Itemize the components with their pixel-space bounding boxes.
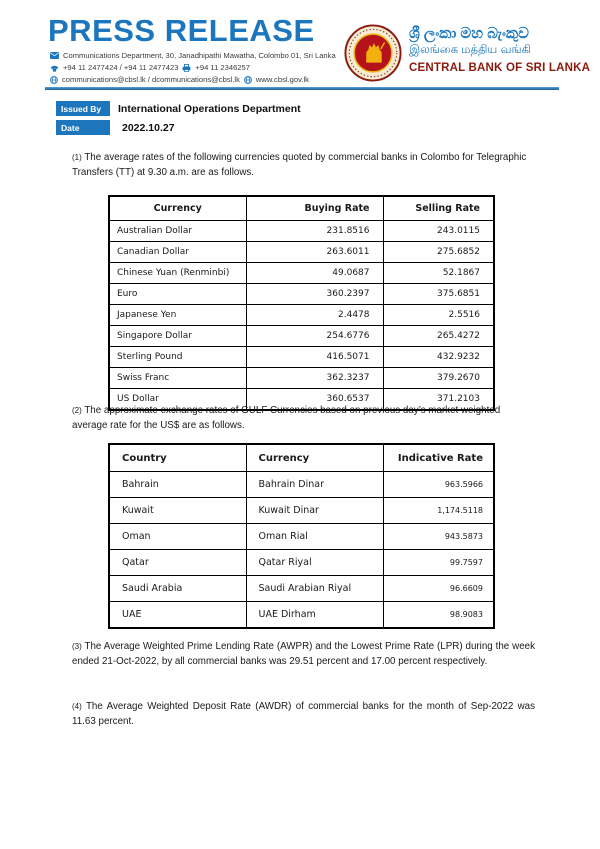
table-cell: 275.6852: [383, 242, 494, 263]
paragraph-1-text: The average rates of the following currencies quoted by commercial banks in Colombo for Telegraphic Transfers (TT) at 9.30 a.m. are as follows.: [72, 152, 527, 178]
table-cell: 99.7597: [383, 550, 494, 576]
gulf-rates-header: [109, 444, 494, 472]
table-row: [109, 221, 494, 242]
table-cell: 96.6609: [383, 576, 494, 602]
phone-icon: [50, 64, 59, 72]
table-cell: Sterling Pound: [109, 347, 246, 368]
date-badge: Date: [56, 120, 110, 135]
gulf-rates-table: [108, 443, 495, 629]
table-cell: 263.6011: [246, 242, 383, 263]
gulf-rates-header-row: [109, 444, 494, 472]
table-cell: Australian Dollar: [109, 221, 246, 242]
table-cell: 371.2103: [383, 389, 494, 411]
table-cell: 432.9232: [383, 347, 494, 368]
contact-phone-row: [50, 63, 336, 72]
column-header: Selling Rate: [383, 196, 494, 221]
table-cell: US Dollar: [109, 389, 246, 411]
table-cell: 254.6776: [246, 326, 383, 347]
contact-web-row: [50, 75, 336, 84]
paragraph-4: [72, 700, 535, 729]
table-cell: UAE: [109, 602, 246, 629]
table-row: [109, 242, 494, 263]
table-row: [109, 472, 494, 498]
table-cell: 416.5071: [246, 347, 383, 368]
tt-rates-header-row: [109, 196, 494, 221]
table-cell: 362.3237: [246, 368, 383, 389]
cbsl-seal-logo: [344, 24, 402, 82]
contact-block: [50, 51, 336, 87]
paragraph-1: [72, 151, 531, 180]
contact-website: www.cbsl.gov.lk: [255, 75, 309, 84]
tt-rates-table: [108, 195, 495, 411]
table-cell: 49.0687: [246, 263, 383, 284]
paragraph-2: [72, 404, 531, 433]
column-header: Indicative Rate: [383, 444, 494, 472]
paragraph-4-number: (4): [72, 702, 82, 711]
table-cell: Kuwait Dinar: [246, 498, 383, 524]
table-cell: Kuwait: [109, 498, 246, 524]
table-cell: Bahrain Dinar: [246, 472, 383, 498]
table-cell: 2.5516: [383, 305, 494, 326]
contact-address: Communications Department, 30, Janadhipathi Mawatha, Colombo 01, Sri Lanka: [63, 51, 336, 60]
bank-name-sinhala: ශ්‍රී ලංකා මහ බැංකුව: [409, 25, 529, 42]
bank-name-block: [409, 26, 590, 74]
table-cell: 231.8516: [246, 221, 383, 242]
table-row: [109, 498, 494, 524]
table-cell: Oman: [109, 524, 246, 550]
page-title: PRESS RELEASE: [48, 13, 315, 48]
issued-by-value: International Operations Department: [118, 103, 301, 115]
table-cell: Canadian Dollar: [109, 242, 246, 263]
table-cell: 379.2670: [383, 368, 494, 389]
table-cell: Chinese Yuan (Renminbi): [109, 263, 246, 284]
table-row: [109, 284, 494, 305]
table-cell: 360.2397: [246, 284, 383, 305]
paragraph-3-number: (3): [72, 642, 82, 651]
table-cell: 963.5966: [383, 472, 494, 498]
header-divider: [45, 87, 559, 90]
table-cell: Oman Rial: [246, 524, 383, 550]
contact-phones: +94 11 2477424 / +94 11 2477423: [63, 63, 179, 72]
table-cell: 375.6851: [383, 284, 494, 305]
table-cell: Japanese Yen: [109, 305, 246, 326]
fax-icon: [182, 64, 191, 72]
paragraph-1-number: (1): [72, 153, 82, 162]
bank-name-english: CENTRAL BANK OF SRI LANKA: [409, 61, 591, 74]
contact-address-row: [50, 51, 336, 60]
tt-rates-header: [109, 196, 494, 221]
paragraph-2-number: (2): [72, 406, 82, 415]
table-row: [109, 368, 494, 389]
table-row: [109, 305, 494, 326]
globe-icon: [244, 76, 252, 84]
table-cell: Saudi Arabian Riyal: [246, 576, 383, 602]
table-cell: Swiss Franc: [109, 368, 246, 389]
table-cell: 2.4478: [246, 305, 383, 326]
table-row: [109, 263, 494, 284]
table-cell: Euro: [109, 284, 246, 305]
paragraph-3: [72, 640, 535, 669]
paragraph-2-text: The approximate exchange rates of GULF Currencies based on previous day’s market weighted average rate for the US$ are as follows.: [72, 405, 501, 431]
paragraph-4-text: The Average Weighted Deposit Rate (AWDR) of commercial banks for the month of Sep-2022 was 11.63 percent.: [72, 701, 536, 727]
tt-rates-body: [109, 221, 494, 411]
table-cell: 943.5873: [383, 524, 494, 550]
table-row: [109, 347, 494, 368]
table-cell: 98.9083: [383, 602, 494, 629]
table-row: [109, 550, 494, 576]
table-row: [109, 602, 494, 629]
bank-name-tamil: இலங்கை மத்திய வங்கி: [409, 44, 531, 56]
table-cell: Qatar Riyal: [246, 550, 383, 576]
table-row: [109, 524, 494, 550]
table-cell: Singapore Dollar: [109, 326, 246, 347]
gulf-rates-body: [109, 472, 494, 629]
table-cell: UAE Dirham: [246, 602, 383, 629]
table-cell: 1,174.5118: [383, 498, 494, 524]
table-cell: 360.6537: [246, 389, 383, 411]
globe-icon: [50, 76, 58, 84]
table-row: [109, 576, 494, 602]
column-header: Buying Rate: [246, 196, 383, 221]
envelope-icon: [50, 52, 59, 59]
table-cell: 243.0115: [383, 221, 494, 242]
contact-emails: communications@cbsl.lk / dcommunications@cbsl.lk: [62, 75, 240, 84]
table-cell: 265.4272: [383, 326, 494, 347]
table-cell: 52.1867: [383, 263, 494, 284]
paragraph-3-text: The Average Weighted Prime Lending Rate (AWPR) and the Lowest Prime Rate (LPR) during the week ended 21-Oct-2022, by all commercial banks was 29.51 percent and 17.00 percent respectively.: [72, 641, 535, 667]
contact-fax: +94 11 2346257: [195, 63, 250, 72]
column-header: Country: [109, 444, 246, 472]
column-header: Currency: [246, 444, 383, 472]
table-cell: Qatar: [109, 550, 246, 576]
table-row: [109, 326, 494, 347]
table-cell: Bahrain: [109, 472, 246, 498]
issued-by-badge: Issued By: [56, 101, 110, 116]
table-cell: Saudi Arabia: [109, 576, 246, 602]
column-header: Currency: [109, 196, 246, 221]
date-value: 2022.10.27: [122, 122, 175, 134]
